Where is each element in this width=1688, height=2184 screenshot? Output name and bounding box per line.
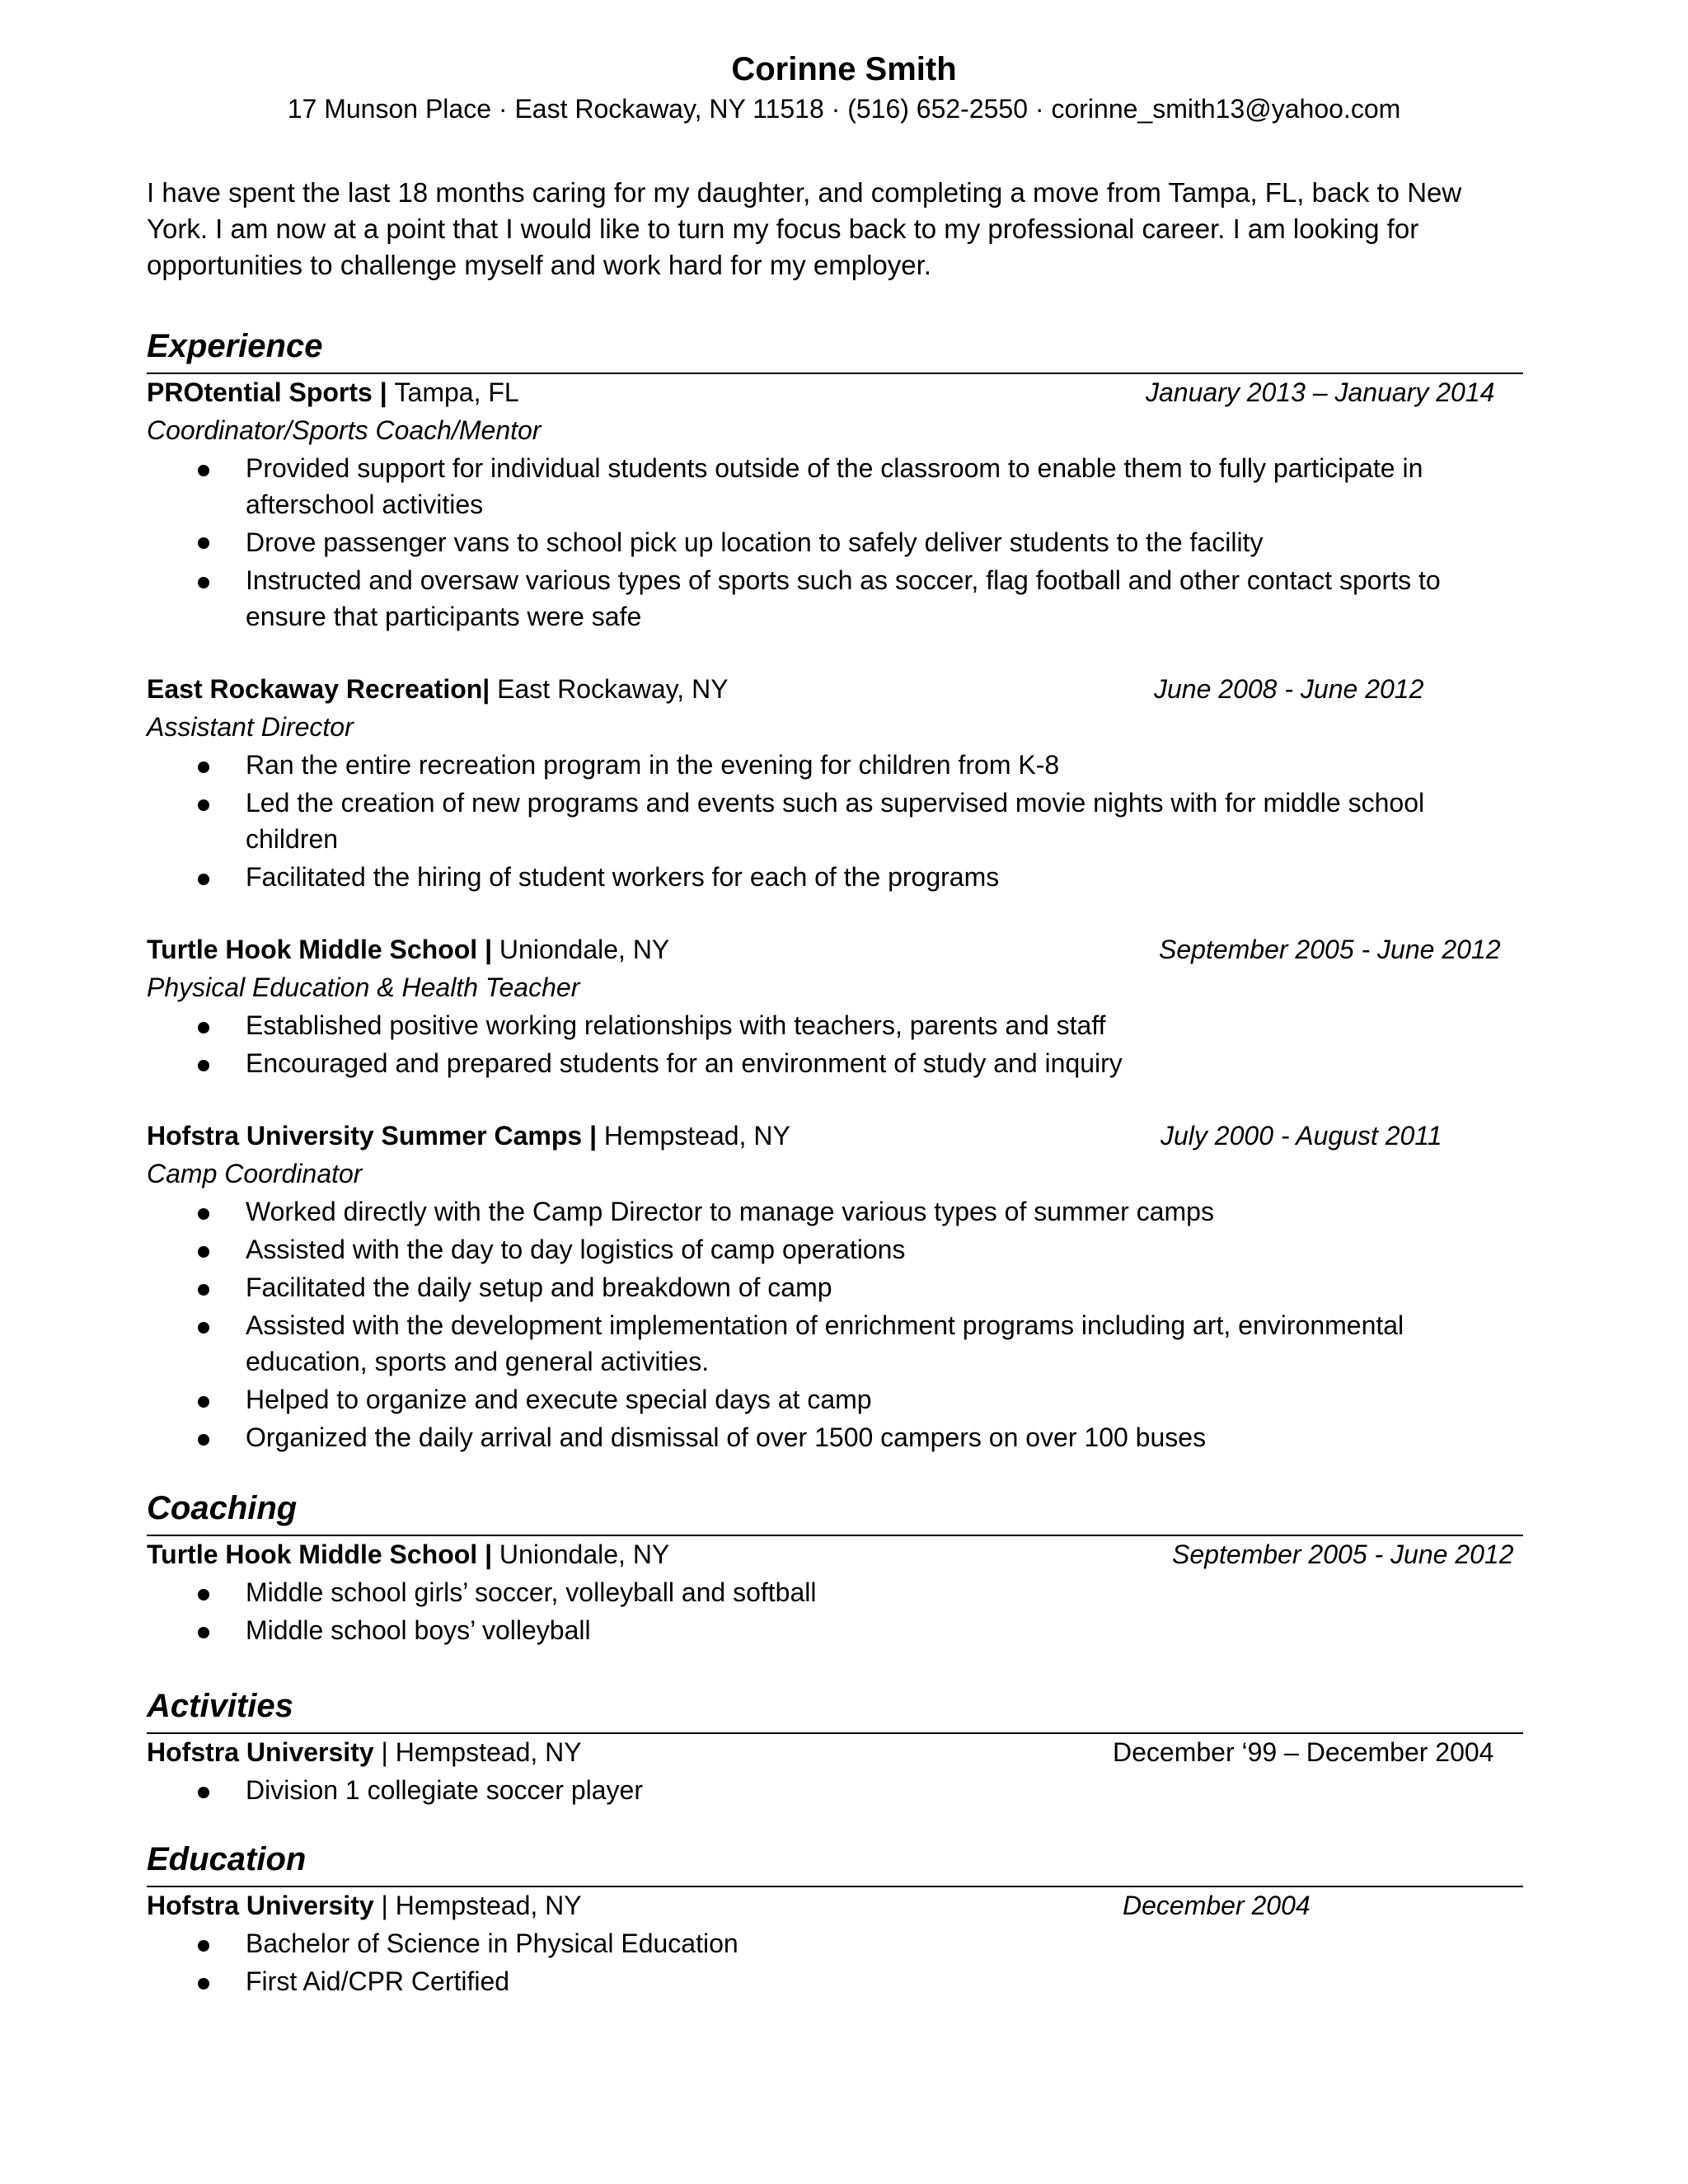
section-title-coaching: Coaching (147, 1490, 298, 1526)
job-bullet: Assisted with the day to day logistics of camp operations (246, 1235, 906, 1264)
job-bullet: Drove passenger vans to school pick up location to safely deliver students to the facility (246, 527, 1264, 557)
section-title-experience: Experience (147, 328, 323, 364)
summary-line: York. I am now at a point that I would like to turn my focus back to my professional career. I am looking for (147, 213, 1419, 244)
job-bullet-continuation: education, sports and general activities. (246, 1347, 710, 1376)
coaching-organization: Turtle Hook Middle School (147, 1540, 478, 1569)
job-dates: June 2008 - June 2012 (1154, 674, 1424, 704)
coaching-bullet: Middle school boys’ volleyball (246, 1615, 591, 1645)
job-separator: | (477, 935, 499, 964)
coaching-dates: September 2005 - June 2012 (1172, 1540, 1514, 1569)
job-header (147, 674, 729, 705)
job-role: Assistant Director (147, 712, 354, 742)
job-bullet: Facilitated the hiring of student workers for each of the programs (246, 862, 1000, 892)
education-bullet: Bachelor of Science in Physical Education (246, 1929, 738, 1958)
job-location: Uniondale, NY (499, 935, 670, 964)
section-divider (147, 1535, 1523, 1536)
job-separator: | (482, 674, 498, 704)
job-bullet-continuation: ensure that participants were safe (246, 602, 642, 631)
coaching-bullet: Middle school girls’ soccer, volleyball and softball (246, 1577, 817, 1607)
section-divider (147, 1886, 1523, 1887)
bullet-icon (198, 1940, 209, 1952)
job-bullet: Organized the daily arrival and dismissal of over 1500 campers on over 100 buses (246, 1422, 1207, 1452)
bullet-icon (198, 537, 209, 549)
section-divider (147, 1732, 1523, 1734)
contact-line: 17 Munson Place · East Rockaway, NY 11518 · (516) 652-2550 · corinne_smith13@yahoo.com (287, 94, 1401, 124)
job-location: Hempstead, NY (603, 1121, 790, 1151)
coaching-location: Uniondale, NY (499, 1540, 670, 1569)
education-organization: Hofstra University (147, 1891, 374, 1920)
bullet-icon (198, 1434, 209, 1446)
bullet-icon (198, 577, 209, 588)
summary-line: opportunities to challenge myself and work hard for my employer. (147, 250, 931, 280)
job-bullet: Facilitated the daily setup and breakdown of camp (246, 1272, 832, 1302)
job-bullet: Assisted with the development implementation of enrichment programs including art, environmental (246, 1310, 1404, 1340)
bullet-icon (198, 1246, 209, 1258)
bullet-icon (198, 465, 209, 476)
section-title-activities: Activities (147, 1688, 293, 1724)
bullet-icon (198, 1022, 209, 1033)
activities-organization: Hofstra University (147, 1737, 374, 1767)
job-bullet: Worked directly with the Camp Director to manage various types of summer camps (246, 1197, 1214, 1226)
bullet-icon (198, 874, 209, 885)
activities-header (147, 1737, 582, 1768)
job-organization: Turtle Hook Middle School (147, 935, 478, 964)
job-bullet: Provided support for individual students outside of the classroom to enable them to fully participate in (246, 453, 1423, 483)
education-separator: | (373, 1891, 396, 1920)
job-bullet: Led the creation of new programs and events such as supervised movie nights with for middle school (246, 788, 1425, 818)
section-title-education: Education (147, 1841, 307, 1877)
bullet-icon (198, 1284, 209, 1296)
coaching-separator: | (477, 1540, 499, 1569)
bullet-icon (198, 1787, 209, 1798)
education-bullet: First Aid/CPR Certified (246, 1966, 510, 1996)
activities-separator: | (373, 1737, 396, 1767)
bullet-icon (198, 1322, 209, 1333)
activities-bullet: Division 1 collegiate soccer player (246, 1775, 643, 1805)
job-bullet-continuation: children (246, 824, 339, 854)
bullet-icon (198, 1978, 209, 1990)
education-dates: December 2004 (1123, 1891, 1311, 1920)
job-bullet: Established positive working relationships with teachers, parents and staff (246, 1010, 1106, 1040)
bullet-icon (198, 762, 209, 773)
job-dates: January 2013 – January 2014 (1146, 377, 1495, 407)
job-separator: | (582, 1121, 604, 1151)
candidate-name: Corinne Smith (731, 51, 957, 87)
summary-line: I have spent the last 18 months caring for my daughter, and completing a move from Tampa, FL, back to New (147, 177, 1462, 208)
education-header (147, 1891, 582, 1921)
education-location: Hempstead, NY (395, 1891, 582, 1920)
job-role: Physical Education & Health Teacher (147, 972, 580, 1002)
job-role: Camp Coordinator (147, 1159, 363, 1188)
job-bullet: Instructed and oversaw various types of sports such as soccer, flag football and other contact sports to (246, 565, 1441, 595)
bullet-icon (198, 1627, 209, 1638)
job-dates: September 2005 - June 2012 (1159, 935, 1501, 964)
job-location: East Rockaway, NY (497, 674, 729, 704)
activities-dates: December ‘99 – December 2004 (1113, 1737, 1494, 1767)
job-role: Coordinator/Sports Coach/Mentor (147, 415, 542, 445)
job-bullet: Helped to organize and execute special days at camp (246, 1385, 872, 1414)
job-organization: Hofstra University Summer Camps (147, 1121, 583, 1151)
job-header (147, 1121, 790, 1151)
job-organization: East Rockaway Recreation (147, 674, 483, 704)
bullet-icon (198, 799, 209, 811)
job-header (147, 935, 669, 965)
job-location: Tampa, FL (394, 377, 519, 407)
job-bullet: Ran the entire recreation program in the evening for children from K-8 (246, 750, 1060, 780)
activities-location: Hempstead, NY (395, 1737, 582, 1767)
summary-paragraph (147, 175, 1548, 284)
job-separator: | (372, 377, 395, 407)
coaching-header (147, 1540, 669, 1570)
job-header (147, 377, 519, 408)
job-bullet-continuation: afterschool activities (246, 490, 484, 519)
bullet-icon (198, 1396, 209, 1408)
job-dates: July 2000 - August 2011 (1160, 1121, 1442, 1151)
job-organization: PROtential Sports (147, 377, 373, 407)
job-bullet: Encouraged and prepared students for an environment of study and inquiry (246, 1048, 1123, 1078)
bullet-icon (198, 1208, 209, 1220)
section-divider (147, 373, 1523, 374)
bullet-icon (198, 1589, 209, 1601)
bullet-icon (198, 1060, 209, 1071)
